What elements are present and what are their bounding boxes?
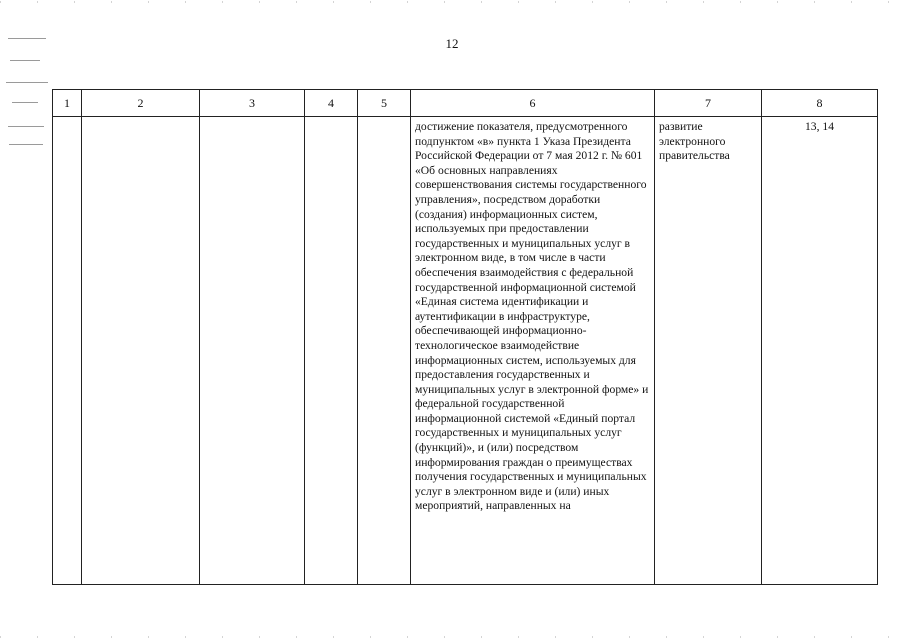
cell-col4 — [305, 117, 358, 585]
cell-col3 — [200, 117, 305, 585]
column-header-2: 2 — [82, 90, 200, 117]
column-header-1: 1 — [53, 90, 82, 117]
table-header-row — [53, 90, 878, 117]
scan-line — [12, 102, 38, 103]
cell-col1 — [53, 117, 82, 585]
scan-edge-top — [0, 1, 905, 3]
column-header-4: 4 — [305, 90, 358, 117]
scan-line — [6, 82, 48, 83]
table-row — [53, 117, 878, 585]
page-number: 12 — [445, 36, 459, 51]
scan-edge-bottom — [0, 636, 905, 638]
scan-line — [8, 126, 44, 127]
cell-col2 — [82, 117, 200, 585]
cell-col6 — [411, 117, 655, 585]
column-header-3: 3 — [200, 90, 305, 117]
column-header-5: 5 — [358, 90, 411, 117]
column-header-8: 8 — [762, 90, 878, 117]
document-table — [52, 89, 878, 585]
scan-artifacts — [6, 38, 50, 148]
scan-line — [10, 60, 40, 61]
column-header-6: 6 — [411, 90, 655, 117]
column-header-7: 7 — [655, 90, 762, 117]
program-name-text: развитие электронного правительства — [659, 120, 730, 163]
scan-line — [8, 38, 46, 39]
cell-col7 — [655, 117, 762, 585]
measure-description-text: достижение показателя, предусмотренного подпунктом «в» пункта 1 Указа Президента Российской Федерации от 7 мая 2012 г. № 601 «Об основных направлениях совершенствования системы государственного управления», посредством доработки (создания) информационных систем, используемых при предоставлении государственных и муниципальных услуг в электронном виде, в том числе в части обеспечения взаимодействия с федеральной государственной информационной системой «Единая система идентификации и аутентификации в инфраструктуре, обеспечивающей информационно-технологическое взаимодействие информационных систем, используемых для предоставления государственных и муниципальных услуг в электронной форме» и федеральной государственной информационной системой «Единый портал государственных и муниципальных услуг (функций)», и (или) посредством информирования граждан о преимуществах получения государственных и муниципальных услуг в электронном виде и (или) иных мероприятий, направленных на — [415, 120, 649, 513]
cell-col8 — [762, 117, 878, 585]
indicator-numbers-text: 13, 14 — [805, 120, 834, 133]
cell-col5 — [358, 117, 411, 585]
scan-line — [9, 144, 43, 145]
